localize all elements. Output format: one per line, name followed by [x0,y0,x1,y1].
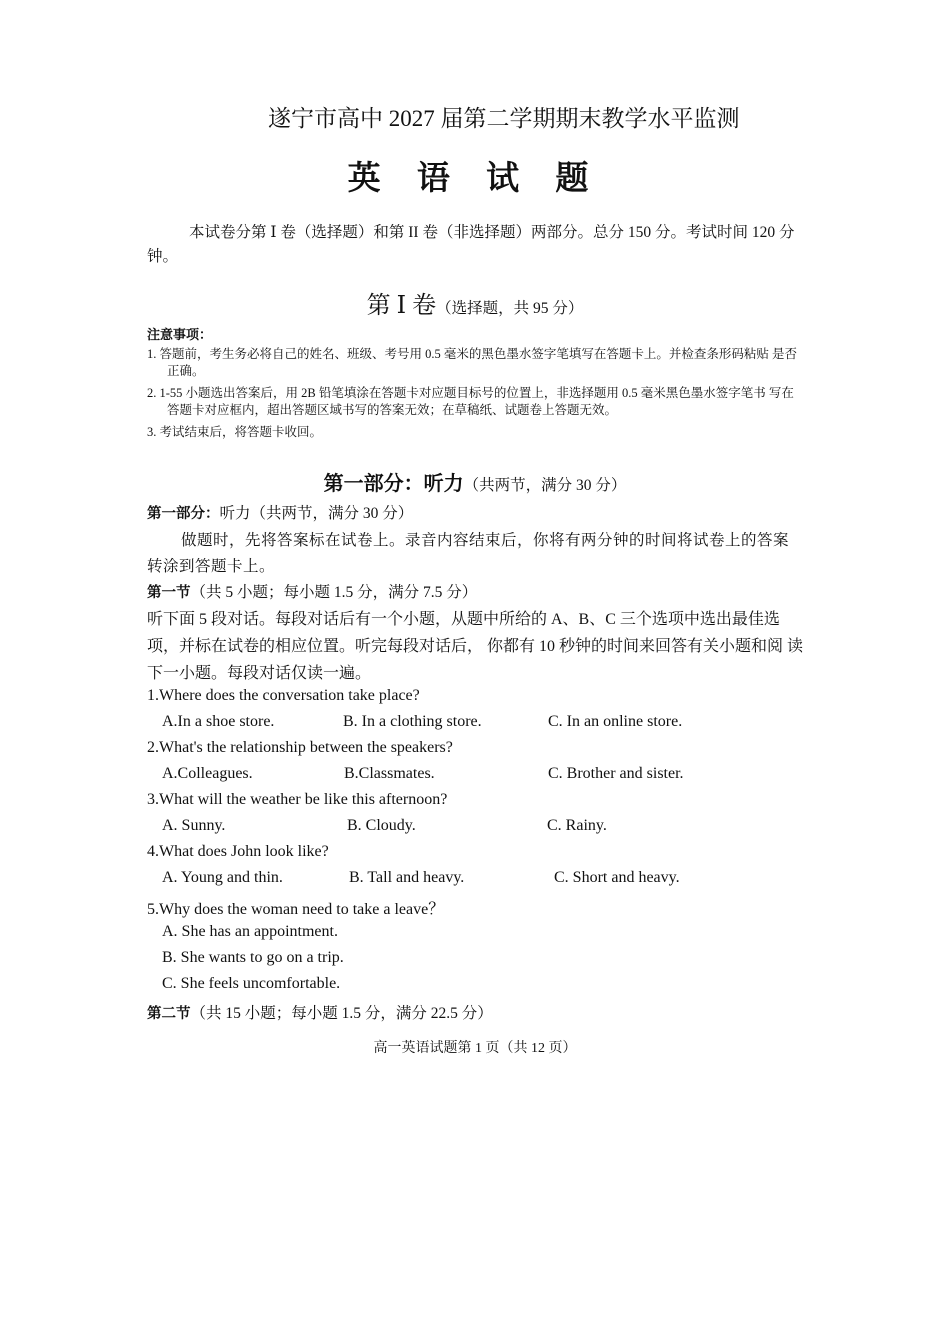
question-stem: 1.Where does the conversation take place? [147,687,420,704]
volume-title [0,285,950,320]
part-subheading-rest: 听力（共两节，满分 30 分） [219,505,414,522]
question-option: A.In a shoe store. [162,713,275,730]
volume-title-main: 第 Ⅰ 卷 [366,293,437,319]
question-option: A.Colleagues. [162,765,253,782]
question-option: C. Rainy. [547,817,607,834]
notes-heading: 注意事项： [147,328,213,343]
section1-heading [147,580,477,602]
volume-title-note: （选择题，共 95 分） [436,300,584,317]
section2-heading-bold: 第二节 [147,1006,191,1022]
part-title-main: 第一部分：听力 [323,471,464,495]
subject-title: 英 语 试 题 [347,161,603,197]
part-title [0,467,950,496]
page-footer: 高一英语试题第 1 页（共 12 页） [373,1041,577,1056]
question-option: C. In an online store. [548,713,683,730]
section1-directions: 听下面 5 段对话。每段对话后有一个小题，从题中所给的 A、B、C 三个选项中选出最佳选 项，并标在试卷的相应位置。听完每段对话后， 你都有 10 秒钟的时间来回答有关小题和阅 读下一小题。每段对话仅读一遍。 [147,611,804,682]
section2-heading-rest: （共 15 小题；每小题 1.5 分，满分 22.5 分） [190,1005,493,1022]
question-option: A. She has an appointment. [162,923,338,940]
intro-paragraph: 本试卷分第 Ⅰ 卷（选择题）和第 II 卷（非选择题）两部分。总分 150 分。考试时间 120 分钟。 [147,224,795,265]
question-option: B.Classmates. [344,765,435,782]
question-option: B. In a clothing store. [343,713,482,730]
part-subheading [147,501,413,523]
question-option: C. She feels uncomfortable. [162,975,341,992]
part-subheading-bold: 第一部分： [147,506,220,522]
question-option: B. Tall and heavy. [349,869,465,886]
question-stem: 5.Why does the woman need to take a leave？ [147,901,445,918]
question-option: A. Sunny. [162,817,226,834]
question-stem: 3.What will the weather be like this afternoon? [147,791,448,808]
note-item: 1. 答题前，考生务必将自己的姓名、班级、考号用 0.5 毫米的黑色墨水签字笔填写在答题卡上。并检查条形码粘贴 是否正确。 [147,347,798,378]
listening-instruction: 做题时，先将答案标在试卷上。录音内容结束后，你将有两分钟的时间将试卷上的答案转涂到答题卡上。 [147,532,790,575]
note-item: 3. 考试结束后，将答题卡收回。 [147,425,323,439]
exam-title: 遂宁市高中 2027 届第二学期期末教学水平监测 [268,106,740,131]
part-title-note: （共两节，满分 30 分） [463,477,627,494]
question-stem: 4.What does John look like? [147,843,329,860]
question-option: C. Short and heavy. [554,869,680,886]
question-option: A. Young and thin. [162,869,283,886]
section1-heading-bold: 第一节 [147,585,191,601]
section1-heading-rest: （共 5 小题；每小题 1.5 分，满分 7.5 分） [190,584,478,601]
note-item: 2. 1-55 小题选出答案后，用 2B 铅笔填涂在答题卡对应题目标号的位置上，非选择题用 0.5 毫米黑色墨水签字笔书 写在答题卡对应框内，超出答题区域书写的答案无效；在草稿纸、试题卷上答题无效。 [147,386,794,417]
question-stem: 2.What's the relationship between the speakers? [147,739,453,756]
section2-heading [147,1001,493,1023]
question-option: B. She wants to go on a trip. [162,949,344,966]
question-option: C. Brother and sister. [548,765,684,782]
question-option: B. Cloudy. [347,817,416,834]
